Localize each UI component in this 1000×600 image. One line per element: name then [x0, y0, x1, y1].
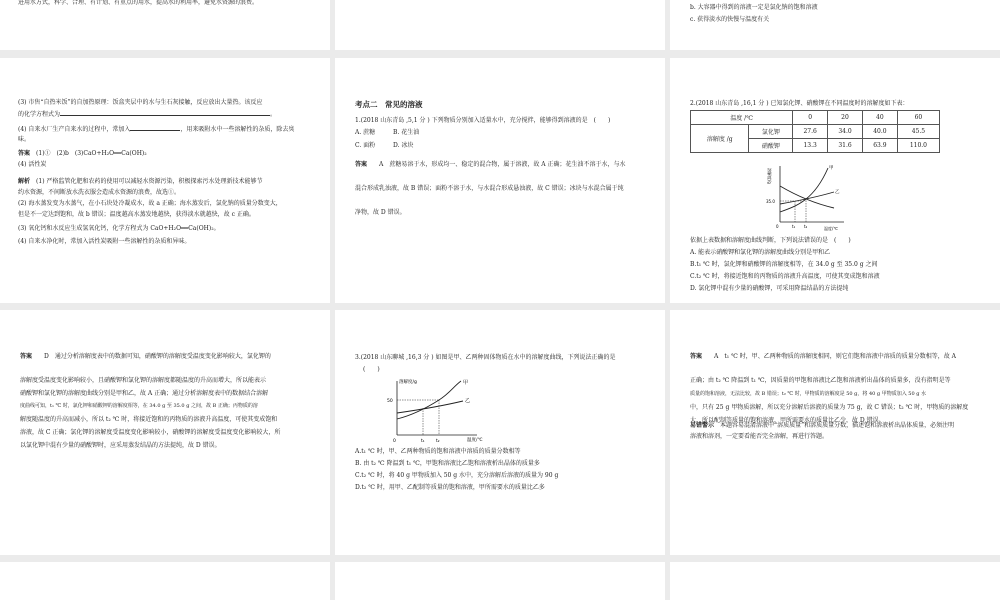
table-cell: 13.3 — [793, 139, 828, 153]
label-yi: 乙 — [465, 398, 471, 404]
curve-bing — [780, 186, 834, 208]
question-3-line-2: 的化学方程式为 。 — [18, 111, 277, 118]
table-cell: 31.6 — [828, 139, 863, 153]
origin-label: 0 — [393, 439, 396, 444]
solubility-curve-figure — [383, 375, 493, 447]
table-cell: 110.0 — [897, 139, 939, 153]
slide-bottom-middle — [335, 562, 665, 600]
slide-6 — [670, 310, 1000, 555]
table-cell: 45.5 — [897, 125, 939, 139]
y-tick-35: 35.0 — [766, 199, 775, 204]
option-d: D. 氯化钾中混有少量的硝酸钾，可采用降温结晶的方法提纯 — [690, 285, 849, 292]
slide-top-right — [670, 0, 1000, 50]
x-axis-label: 温度/℃ — [467, 438, 483, 443]
table-cell: 27.6 — [793, 125, 828, 139]
solubility-table — [690, 110, 940, 153]
label-jia: 甲 — [463, 380, 469, 386]
y-axis-label: 溶解度/g — [767, 168, 772, 184]
option-a: A.t₁ ℃ 时，甲、乙两种物质的饱和溶液中溶质的质量分数相等 — [355, 448, 521, 455]
row-name: 硝酸钾 — [749, 139, 793, 153]
explanation-line-2: 约水资源，不间断放水洗衣服会造成水资源的浪费，故选①。 — [18, 189, 181, 196]
label-yi: 乙 — [835, 190, 840, 195]
t2-label: t₂ — [804, 224, 808, 229]
table-cell: 60 — [897, 111, 939, 125]
slide-1 — [0, 58, 330, 303]
text-line: 进用水方式，科学、合理、有计划、有重点的用水，提高水的利用率，避免水资源的浪费。 — [18, 0, 259, 6]
answer-line-2: 混合形成乳浊液，故 B 错误；面粉不溶于水，与水混合形成悬浊液，故 C 错误；冰块与水混合属于纯 — [355, 185, 624, 192]
option-c: c. 获得淡水的快慢与温度有关 — [690, 16, 770, 23]
table-cell: 40.0 — [862, 125, 897, 139]
option-d: D.t₂ ℃ 时，用甲、乙配制等质量的饱和溶液，甲所需要水的质量比乙多 — [355, 484, 545, 491]
answer-line-1: 答案 A 蔗糖易溶于水，形成均一、稳定的混合物，属于溶液，故 A 正确；花生油不溶于水，与水 — [355, 161, 626, 168]
answer-line-4: 度曲线可知，t₁ ℃ 时，氯化钾和硝酸钾的溶解度相等，在 34.0 g 至 35.0 g 之间，故 B 正确；丙物质的溶 — [20, 403, 258, 409]
answer-line-1: 答案 A t₁ ℃ 时，甲、乙两种物质的溶解度相同，则它们饱和溶液中溶质的质量分数相等，故 A — [690, 353, 956, 360]
slide-5 — [335, 310, 665, 555]
tip-line-2: 溶液和溶剂，一定要看能否完全溶解，再进行答题。 — [690, 433, 829, 440]
question-3: 3.(2018 山东聊城 ,16,3 分 ) 如图是甲、乙两种固体物质在水中的溶解度曲线，下列说法正确的是 — [355, 354, 616, 361]
answer-line-3: 净物，故 D 错误。 — [355, 209, 406, 216]
answer-line-5: 解度随温度的升高而减小，所以 t₂ ℃ 时，将接近饱和的丙物质的溶液升高温度，可使其变成饱和 — [20, 416, 278, 423]
y-tick-50: 50 — [387, 399, 393, 404]
option-c: C.t₂ ℃ 时，将 40 g 甲物质加入 50 g 水中，充分溶解后溶液的质量为 90 g — [355, 472, 559, 479]
t1-label: t₁ — [421, 439, 425, 444]
explanation-line-6: (4) 自来水净化时，常加入活性炭吸附一些溶解性的杂质和异味。 — [18, 238, 191, 245]
option-b: B. 由 t₂ ℃ 降温到 t₁ ℃，甲饱和溶液比乙饱和溶液析出晶体的质量多 — [355, 460, 540, 467]
question-4-line-2: 味。 — [18, 136, 31, 143]
answer-line-7: 以氯化钾中混有少量的硝酸钾时，应采用蒸发结晶的方法提纯，故 D 错误。 — [20, 442, 221, 449]
explanation-line-1: 解析 (1) 严格监管化肥和农药的使用可以减轻水资源污染，积极探索污水处理新技术能够节 — [18, 178, 263, 185]
option-b: b. 大容器中得到的溶液一定是氯化钠的饱和溶液 — [690, 4, 818, 11]
slide-bottom-left — [0, 562, 330, 600]
t2-label: t₂ — [436, 439, 440, 444]
slide-top-left — [0, 0, 330, 50]
explanation-line-5: (3) 氧化钙和水反应生成氢氧化钙，化学方程式为 CaO+H₂O══Ca(OH)₂。 — [18, 225, 220, 232]
option-c: C. 面粉 — [355, 142, 376, 149]
question-4: (4) 自来水厂生产自来水的过程中，常加入 ，用来吸附水中一些溶解性的杂质，除去臭 — [18, 126, 295, 133]
section-heading: 考点二 常见的溶液 — [355, 100, 423, 109]
answer-line-2: 溶解度受温度变化影响较小，且硝酸钾和氯化钾的溶解度都随温度的升高而增大，所以能表示 — [20, 377, 267, 384]
table-header-solubility: 溶解度 /g — [691, 125, 749, 153]
curve-yi — [397, 401, 463, 413]
row-name: 氯化钾 — [749, 125, 793, 139]
table-cell: 40 — [862, 111, 897, 125]
answer-line-4: 中，只有 25 g 甲物质溶解，所以充分溶解后溶液的质量为 75 g，故 C 错误；t₂ ℃ 时，甲物质的溶解度 — [690, 404, 969, 411]
slide-3 — [670, 58, 1000, 303]
option-b: B. 花生油 — [393, 129, 420, 136]
slide-top-middle — [335, 0, 665, 50]
table-cell: 20 — [828, 111, 863, 125]
origin-label: 0 — [776, 224, 779, 229]
slide-2 — [335, 58, 665, 303]
x-axis-label: 温度/℃ — [824, 226, 838, 231]
tip-line-1: 易错警示 本题容易混淆溶液中“溶质质量”和溶质质量分数，描述饱和溶液析出晶体质量，必须注明 — [690, 422, 955, 429]
solubility-curve-figure — [762, 160, 852, 235]
option-a: A. 能表示硝酸钾和氯化钾的溶解度曲线分别是甲和乙 — [690, 249, 831, 256]
explanation-line-4: 但是不一定达到饱和，故 b 错误；温度越高水蒸发地越快，获得淡水就越快，故 c 正确。 — [18, 211, 255, 218]
question-lead: 依据上表数据和溶解度曲线判断，下列说法错误的是 ( ) — [690, 237, 851, 244]
question-3-bracket: ( ) — [363, 366, 380, 373]
table-cell: 34.0 — [828, 125, 863, 139]
answer-line-6: 溶液，故 C 正确；氯化钾的溶解度受温度变化影响较小，硝酸钾的溶解度受温度变化影响较大，所 — [20, 429, 281, 436]
question-1: 1.(2018 山东青岛 ,5,1 分 ) 下列物质分别加入适量水中，充分搅拌，能够得到溶液的是 ( ) — [355, 117, 611, 124]
answer-line-1: 答案 D 通过分析溶解度表中的数据可知，硝酸钾的溶解度受温度变化影响较大，氯化钾的 — [20, 353, 271, 360]
option-d: D. 冰块 — [393, 142, 414, 149]
explanation-line-3: (2) 海水蒸发变为水蒸气，在小石块处冷凝成水，故 a 正确；海水蒸发后，氯化钠的质量分数变大， — [18, 200, 282, 207]
answer-line-3: 质量的饱和溶液，无法比较，故 B 错误；t₂ ℃ 时，甲物质的溶解度是 50 g，将 40 g 甲物质加入 50 g 水 — [690, 391, 927, 397]
table-cell: 0 — [793, 111, 828, 125]
question-3: (3) 市售“自热米饭”的自加热原理：饭盒夹层中的水与生石灰接触，反应放出大量热。该反应 — [18, 99, 263, 106]
answer-line-2: (4) 活性炭 — [18, 161, 47, 168]
answer-line: 答案 (1)① (2)b (3)CaO+H₂O══Ca(OH)₂ — [18, 150, 147, 157]
option-b: B.t₁ ℃ 时，氯化钾和硝酸钾的溶解度相等，在 34.0 g 至 35.0 g 之间 — [690, 261, 878, 268]
option-c: C.t₂ ℃ 时，将接近饱和的丙物质的溶液升高温度，可使其变成饱和溶液 — [690, 273, 880, 280]
slide-bottom-right — [670, 562, 1000, 600]
slide-4 — [0, 310, 330, 555]
answer-line-3: 硝酸钾和氯化钾的溶解度曲线分别是甲和乙，故 A 正确；通过分析溶解度表中的数据结合溶解 — [20, 390, 269, 397]
answer-line-5: 大，所以配制等质量的饱和溶液，甲所需要水的质量比乙少，故 D 错误。 — [690, 417, 885, 424]
question-2: 2.(2018 山东青岛 ,16,1 分 ) 已知氯化钾、硝酸钾在不同温度时的溶解度如下表： — [690, 100, 909, 107]
table-cell: 63.9 — [862, 139, 897, 153]
answer-line-2: 正确；由 t₂ ℃ 降温到 t₁ ℃，因质量的甲饱和溶液比乙饱和溶液析出晶体的质量多，没有指明是等 — [690, 377, 951, 384]
curve-jia — [397, 381, 461, 419]
t1-label: t₁ — [792, 224, 796, 229]
label-jia: 甲 — [829, 166, 834, 171]
option-a: A. 蔗糖 — [355, 129, 376, 136]
y-axis-label: 溶解度/g — [399, 380, 417, 385]
table-header-temp: 温度 /℃ — [691, 111, 793, 125]
